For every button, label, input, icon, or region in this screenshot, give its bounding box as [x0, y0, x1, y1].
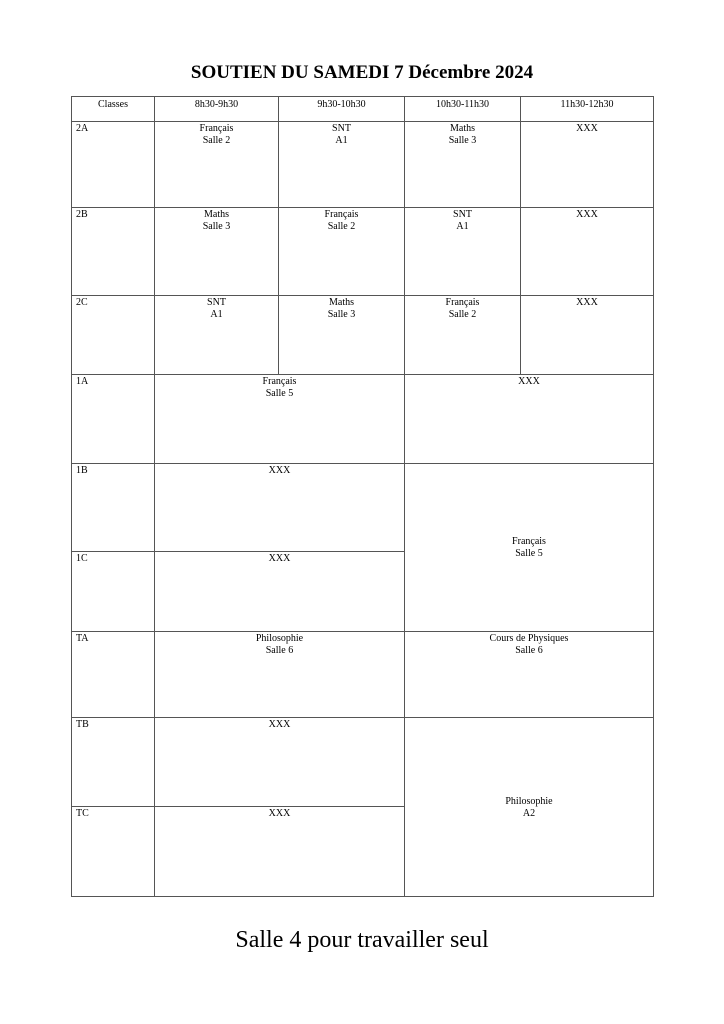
cell-TA-late: Cours de Physiques Salle 6	[405, 632, 654, 718]
page-title: SOUTIEN DU SAMEDI 7 Décembre 2024	[190, 62, 534, 83]
header-slot-4: 11h30-12h30	[521, 97, 654, 122]
cell-TB-morning: XXX	[155, 718, 405, 807]
schedule-table	[71, 96, 654, 897]
row-TB	[72, 718, 654, 807]
class-label: 1A	[72, 375, 155, 464]
row-1B	[72, 464, 654, 552]
row-2C	[72, 296, 654, 375]
cell-2A-slot1: Français Salle 2	[155, 122, 279, 208]
cell-TC-morning: XXX	[155, 807, 405, 897]
cell-1A-late: XXX	[405, 375, 654, 464]
class-label: 2C	[72, 296, 155, 375]
header-slot-1: 8h30-9h30	[155, 97, 279, 122]
header-slot-2: 9h30-10h30	[279, 97, 405, 122]
cell-2A-slot3: Maths Salle 3	[405, 122, 521, 208]
cell-1B-morning: XXX	[155, 464, 405, 552]
cell-2C-slot2: Maths Salle 3	[279, 296, 405, 375]
class-label: TB	[72, 718, 155, 807]
cell-2B-slot3: SNT A1	[405, 208, 521, 296]
row-2B	[72, 208, 654, 296]
cell-2B-slot4: XXX	[521, 208, 654, 296]
class-label: TC	[72, 807, 155, 897]
class-label: 2A	[72, 122, 155, 208]
cell-2C-slot3: Français Salle 2	[405, 296, 521, 375]
row-TA	[72, 632, 654, 718]
cell-TB-TC-late: Philosophie A2	[405, 718, 654, 897]
footer-note: Salle 4 pour travailler seul	[235, 927, 489, 953]
cell-1B-1C-late: Français Salle 5	[405, 464, 654, 632]
cell-2C-slot4: XXX	[521, 296, 654, 375]
cell-2A-slot4: XXX	[521, 122, 654, 208]
cell-1C-morning: XXX	[155, 552, 405, 632]
row-1A	[72, 375, 654, 464]
cell-TA-morning: Philosophie Salle 6	[155, 632, 405, 718]
cell-2C-slot1: SNT A1	[155, 296, 279, 375]
cell-1A-morning: Français Salle 5	[155, 375, 405, 464]
class-label: 1B	[72, 464, 155, 552]
class-label: 1C	[72, 552, 155, 632]
cell-2A-slot2: SNT A1	[279, 122, 405, 208]
header-classes: Classes	[72, 97, 155, 122]
class-label: 2B	[72, 208, 155, 296]
header-slot-3: 10h30-11h30	[405, 97, 521, 122]
row-2A	[72, 122, 654, 208]
cell-2B-slot2: Français Salle 2	[279, 208, 405, 296]
header-row	[72, 97, 654, 122]
cell-2B-slot1: Maths Salle 3	[155, 208, 279, 296]
class-label: TA	[72, 632, 155, 718]
